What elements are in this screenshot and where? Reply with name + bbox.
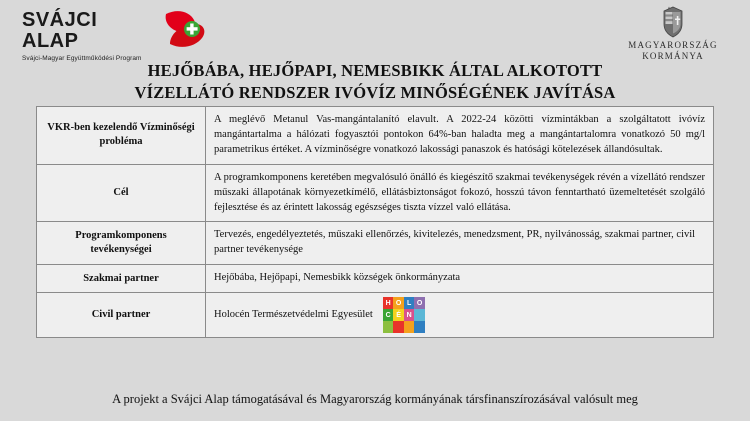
table-row [37, 107, 714, 165]
row-value: A meglévő Metanul Vas-mangántalanító elavult. A 2022-24 közötti vízmintákban a szolgáltatott ivóvíz mangántartalma a hálózati fogyasztói pontokon 64%-ban haladta meg a mangántartalomra vonatkozó 50 mg/l parametrikus értéket. A vízminőségre vonatkozó lakossági panaszok és hatósági kötelezések állandósultak. [206, 107, 714, 165]
row-label: Szakmai partner [37, 265, 206, 293]
swiss-fund-logo-title: SVÁJCI ALAP [22, 9, 98, 52]
holocen-logo-swatch [383, 321, 394, 333]
hungary-government-logo [614, 6, 732, 63]
holocen-logo-letter: C [383, 309, 394, 321]
hungary-coat-of-arms-icon [660, 6, 686, 38]
holocen-logo-letter: O [414, 297, 425, 309]
table-row [37, 164, 714, 222]
holocen-logo-letter: É [393, 309, 404, 321]
holocen-logo-swatch [414, 321, 425, 333]
hungary-logo-line2: KORMÁNYA [642, 51, 704, 62]
holocen-logo-swatch [393, 321, 404, 333]
row-label: Civil partner [37, 293, 206, 338]
holocen-logo-swatch [404, 321, 415, 333]
row-label: Cél [37, 164, 206, 222]
page-header [0, 0, 750, 62]
holocen-logo-letter: N [404, 309, 415, 321]
row-label: VKR-ben kezelendő Vízminőségi probléma [37, 107, 206, 165]
hungary-logo-line1: MAGYARORSZÁG [628, 40, 718, 50]
row-value: Tervezés, engedélyeztetés, műszaki ellenőrzés, kivitelezés, menedzsment, PR, nyilvánosság, szakmai partner, civil partner tevékenysége [206, 222, 714, 265]
row-value-cell [206, 293, 714, 338]
project-info-table [36, 106, 714, 338]
swiss-fund-logo-subtitle: Svájci-Magyar Együttműködési Program [22, 55, 142, 62]
table-row [37, 265, 714, 293]
project-info-table-wrapper [36, 106, 714, 338]
page-title-line1: HEJŐBÁBA, HEJŐPAPI, NEMESBIKK ÁLTAL ALKOTOTT [147, 61, 603, 80]
holocen-logo-swatch [414, 309, 425, 321]
holocen-logo-letter: H [383, 297, 394, 309]
row-value: Hejőbába, Hejőpapi, Nemesbikk községek önkormányzata [206, 265, 714, 293]
swiss-hungarian-mark-icon [160, 8, 216, 50]
row-value: A programkomponens keretében megvalósuló önálló és kiegészítő szakmai tevékenységek révén a vízellátó rendszer műszaki állapotának környezetkímélő, ellátásbiztonságot fokozó, hosszú távon fenntartható üzemeltetését szolgáló fejlesztése és az érintett lakosság egészséges tiszta vízzel való ellátása. [206, 164, 714, 222]
row-value: Holocén Természetvédelmi Egyesület [214, 308, 373, 320]
page-title-line2: VÍZELLÁTÓ RENDSZER IVÓVÍZ MINŐSÉGÉNEK JAVÍTÁSA [134, 83, 616, 103]
holocen-logo-letter: O [393, 297, 404, 309]
swiss-fund-logo [22, 10, 157, 62]
holocen-logo-icon [383, 297, 425, 333]
row-label: Programkomponens tevékenységei [37, 222, 206, 265]
table-row [37, 222, 714, 265]
page-title [0, 60, 750, 105]
footer-text: A projekt a Svájci Alap támogatásával és Magyarország kormányának társfinanszírozásával valósult meg [112, 392, 638, 406]
holocen-logo-letter: L [404, 297, 415, 309]
table-row [37, 293, 714, 338]
